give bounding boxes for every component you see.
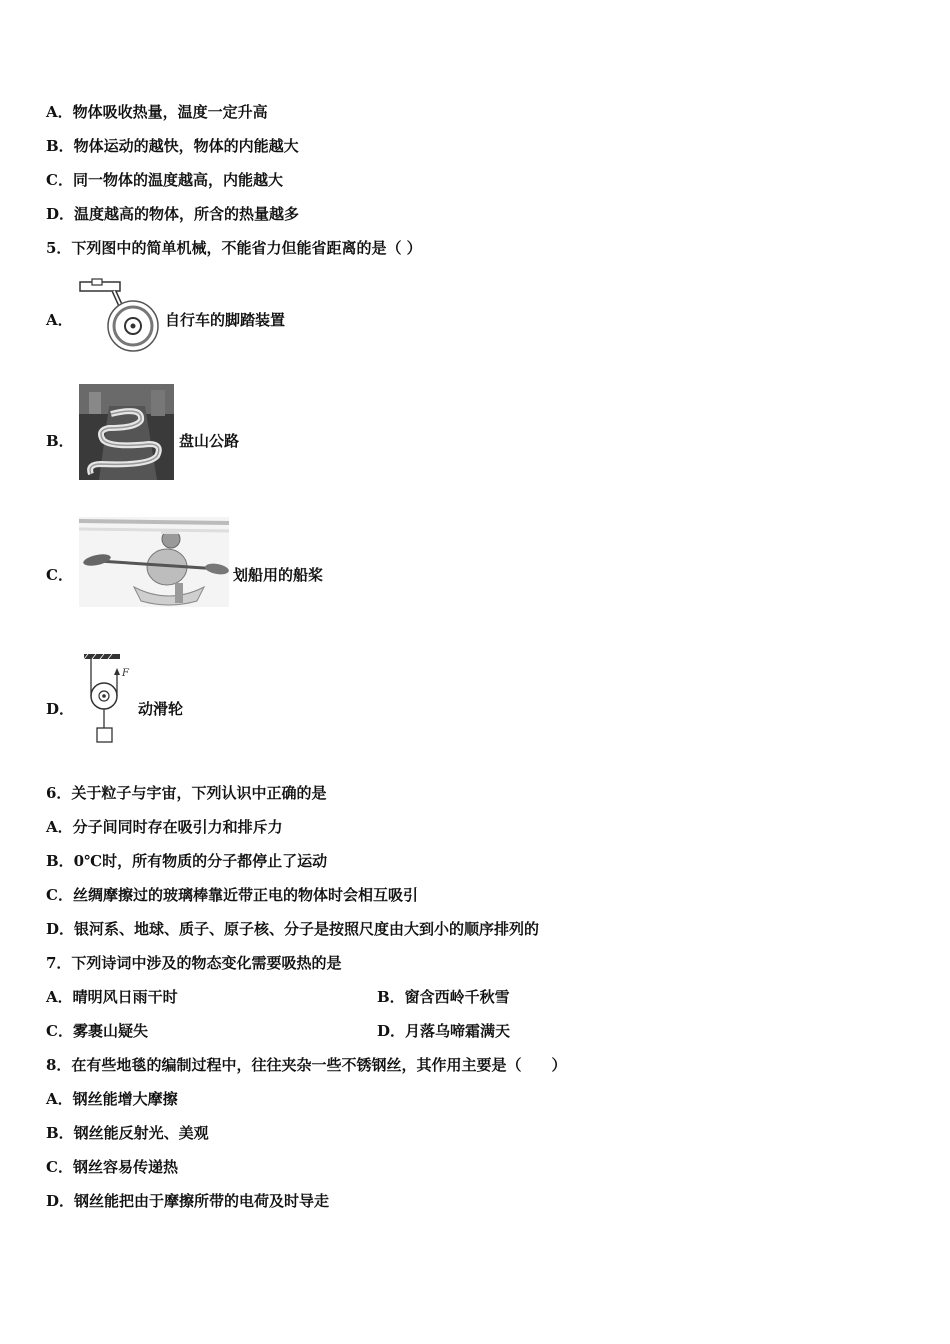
movable-pulley-image bbox=[82, 652, 132, 746]
rowing-paddle-image bbox=[79, 517, 229, 607]
mountain-road-image bbox=[79, 384, 174, 480]
q5-option-a-label: A． bbox=[46, 311, 73, 329]
q5-option-c-label: C． bbox=[46, 566, 73, 584]
q8-option-c: C．钢丝容易传递热 bbox=[46, 1158, 178, 1176]
q8-option-a: A．钢丝能增大摩擦 bbox=[46, 1090, 178, 1108]
pulley-force-label: F bbox=[122, 668, 129, 679]
q4-option-d: D．温度越高的物体，所含的热量越多 bbox=[46, 205, 300, 223]
q4-option-b: B．物体运动的越快，物体的内能越大 bbox=[46, 137, 299, 155]
q5-option-d-label: D． bbox=[46, 700, 75, 718]
q5-option-a-caption: 自行车的脚踏装置 bbox=[165, 311, 286, 329]
q7-option-c: C．雾裹山疑失 bbox=[46, 1022, 148, 1040]
q7-option-a: A．晴明风日雨干时 bbox=[46, 988, 178, 1006]
q7-option-d: D．月落乌啼霜满天 bbox=[377, 1022, 511, 1040]
q5-option-b-label: B． bbox=[46, 432, 74, 450]
q7-stem: 7．下列诗词中涉及的物态变化需要吸热的是 bbox=[46, 954, 342, 972]
q5-option-d-caption: 动滑轮 bbox=[138, 700, 184, 718]
q5-option-c-caption: 划船用的船桨 bbox=[233, 566, 324, 584]
q4-option-a: A．物体吸收热量，温度一定升高 bbox=[46, 103, 268, 121]
q6-option-a: A．分子间同时存在吸引力和排斥力 bbox=[46, 818, 283, 836]
q4-option-c: C．同一物体的温度越高，内能越大 bbox=[46, 171, 283, 189]
q8-stem: 8．在有些地毯的编制过程中，往往夹杂一些不锈钢丝，其作用主要是（ ） bbox=[46, 1056, 567, 1074]
q8-option-b: B．钢丝能反射光、美观 bbox=[46, 1124, 209, 1142]
q6-stem: 6．关于粒子与宇宙，下列认识中正确的是 bbox=[46, 784, 327, 802]
q6-option-b: B．0℃时，所有物质的分子都停止了运动 bbox=[46, 852, 328, 870]
q8-option-d: D．钢丝能把由于摩擦所带的电荷及时导走 bbox=[46, 1192, 330, 1210]
q6-option-d: D．银河系、地球、质子、原子核、分子是按照尺度由大到小的顺序排列的 bbox=[46, 920, 540, 938]
q5-option-b-caption: 盘山公路 bbox=[179, 432, 240, 450]
q5-stem: 5．下列图中的简单机械，不能省力但能省距离的是（ ） bbox=[46, 239, 422, 257]
q6-option-c: C．丝绸摩擦过的玻璃棒靠近带正电的物体时会相互吸引 bbox=[46, 886, 418, 904]
bicycle-pedal-image bbox=[78, 276, 162, 356]
q7-option-b: B．窗含西岭千秋雪 bbox=[377, 988, 510, 1006]
